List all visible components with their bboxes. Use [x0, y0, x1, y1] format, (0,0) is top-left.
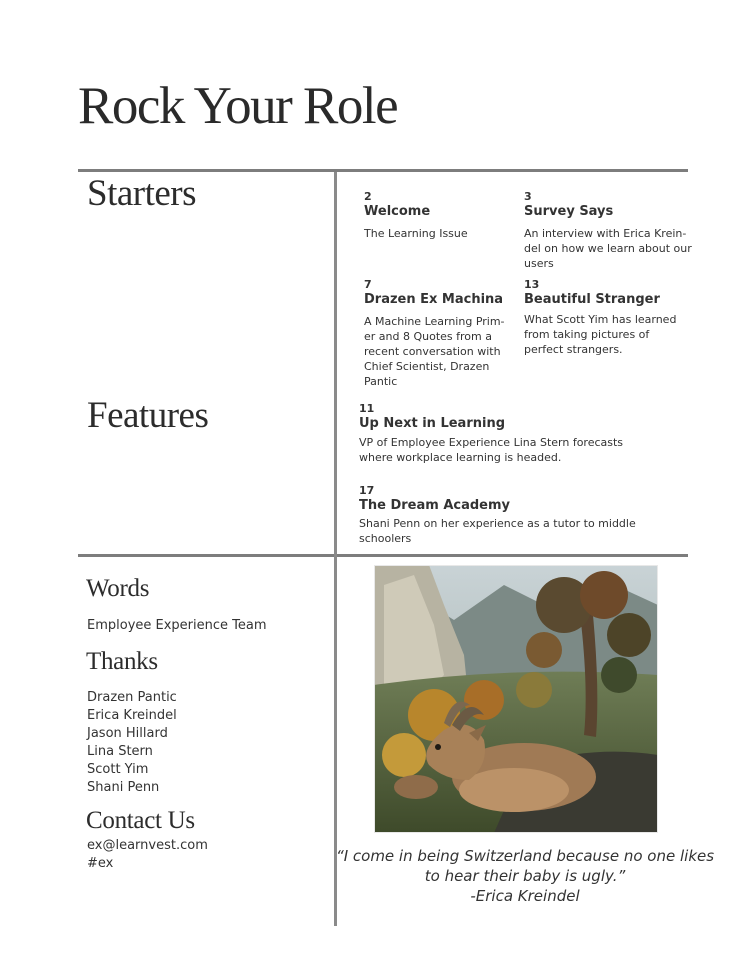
thanks-name: Shani Penn — [87, 780, 160, 795]
features-heading: Features — [87, 395, 209, 436]
ibex-photo — [374, 565, 658, 833]
item-description: Shani Penn on her experience as a tutor to middle schoolers — [359, 517, 636, 545]
item-description: What Scott Yim has learned from taking pictures of perfect strangers. — [524, 313, 677, 356]
starters-heading: Starters — [87, 173, 197, 214]
item-title: Drazen Ex Machina — [364, 292, 504, 307]
contact-email[interactable]: ex@learnvest.com — [87, 838, 208, 853]
toc-item-beautiful-stranger[interactable] — [524, 279, 704, 357]
item-title: Survey Says — [524, 204, 614, 219]
pull-quote — [330, 846, 720, 906]
item-description: An interview with Erica Krein- del on how we learn about our users — [524, 227, 692, 270]
ibex-illustration — [374, 565, 658, 833]
toc-item-the-dream-academy[interactable] — [359, 485, 689, 546]
page-number: 3 — [524, 190, 532, 203]
thanks-list — [87, 689, 177, 797]
middle-rule — [78, 554, 688, 557]
words-text: Employee Experience Team — [87, 618, 267, 633]
contact-info — [87, 837, 208, 873]
toc-item-welcome[interactable] — [364, 191, 514, 241]
thanks-name: Scott Yim — [87, 762, 149, 777]
page-number: 2 — [364, 190, 372, 203]
item-title: Up Next in Learning — [359, 416, 506, 431]
item-title: Welcome — [364, 204, 431, 219]
quote-line-2: to hear their baby is ugly.” — [424, 867, 626, 885]
quote-line-1: “I come in being Switzerland because no one likes — [335, 847, 715, 865]
contact-channel[interactable]: #ex — [87, 856, 114, 871]
item-description: VP of Employee Experience Lina Stern forecasts where workplace learning is headed. — [359, 436, 624, 464]
thanks-heading: Thanks — [86, 648, 158, 675]
thanks-name: Lina Stern — [87, 744, 153, 759]
item-title: The Dream Academy — [359, 498, 511, 513]
page-number: 7 — [364, 278, 372, 291]
page-number: 11 — [359, 402, 375, 415]
page-title: Rock Your Role — [78, 77, 398, 135]
item-description: The Learning Issue — [364, 227, 468, 240]
quote-attribution: -Erica Kreindel — [470, 887, 580, 905]
thanks-name: Drazen Pantic — [87, 690, 177, 705]
toc-item-survey-says[interactable] — [524, 191, 704, 271]
thanks-name: Jason Hillard — [87, 726, 168, 741]
toc-item-up-next-in-learning[interactable] — [359, 403, 679, 465]
thanks-name: Erica Kreindel — [87, 708, 177, 723]
page-number: 17 — [359, 484, 375, 497]
vertical-rule — [334, 172, 337, 926]
item-description: A Machine Learning Prim- er and 8 Quotes from a recent conversation with Chief Scientist, Drazen Pantic — [364, 315, 505, 388]
toc-item-drazen-ex-machina[interactable] — [364, 279, 514, 389]
contact-heading: Contact Us — [86, 807, 195, 834]
item-title: Beautiful Stranger — [524, 292, 660, 307]
words-heading: Words — [86, 575, 150, 602]
page-number: 13 — [524, 278, 540, 291]
